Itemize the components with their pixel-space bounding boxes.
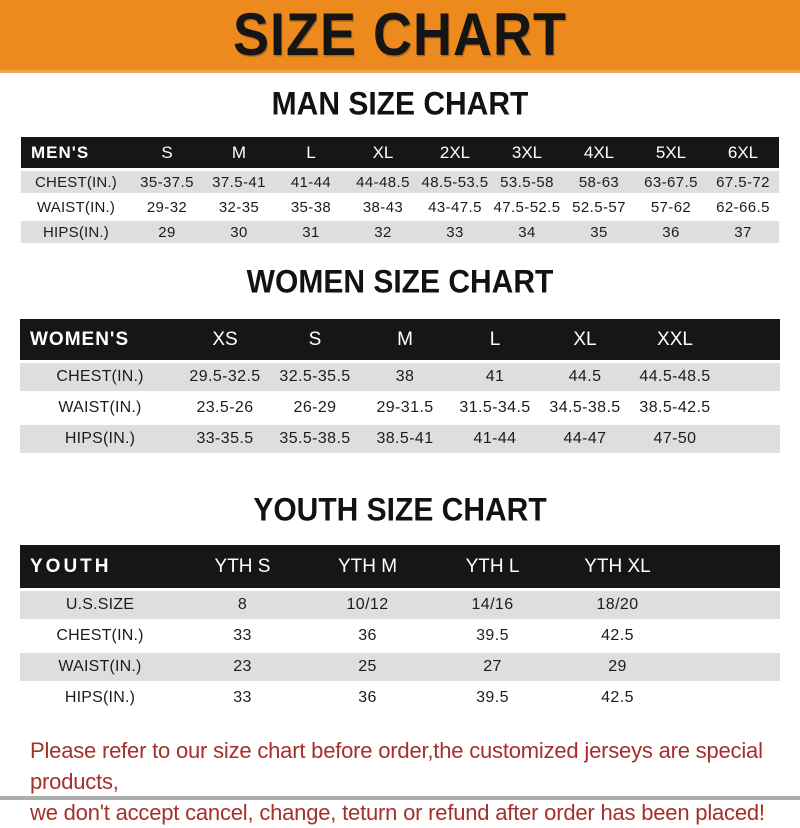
size-value-cell: 38-43	[362, 198, 404, 216]
spacer-cell	[680, 545, 780, 588]
size-section-women	[0, 266, 800, 456]
size-value-cell: 38	[395, 368, 415, 385]
size-value-cell: 57-62	[650, 198, 692, 216]
size-value-cell: 39.5	[476, 689, 509, 706]
table-header-row	[20, 545, 780, 588]
measure-label: HIPS(IN.)	[64, 689, 136, 706]
size-value-cell: 25	[358, 658, 377, 675]
table-group-label: MEN'S	[21, 137, 131, 168]
size-column-header: S	[131, 137, 203, 168]
size-column-header: M	[360, 319, 450, 360]
size-column-header: L	[450, 319, 540, 360]
size-column-header: 2XL	[419, 137, 491, 168]
size-value-cell: 29-32	[146, 198, 188, 216]
size-value-cell: 67.5-72	[716, 173, 770, 191]
section-heading-youth: YOUTH SIZE CHART	[253, 492, 547, 529]
size-table-men	[21, 134, 779, 246]
size-value-cell: 35-38	[290, 198, 332, 216]
size-column-header: YTH S	[180, 545, 305, 588]
section-heading-men: MAN SIZE CHART	[271, 86, 529, 123]
size-value-cell: 8	[237, 596, 248, 613]
size-value-cell: 32.5-35.5	[279, 368, 351, 385]
size-value-cell: 14/16	[471, 596, 514, 613]
bottom-divider	[0, 796, 800, 800]
size-value-cell: 33	[233, 627, 252, 644]
size-column-header: YTH L	[430, 545, 555, 588]
size-value-cell: 34	[518, 223, 536, 241]
measure-label: WAIST(IN.)	[58, 399, 142, 416]
size-value-cell: 36	[662, 223, 680, 241]
spacer-cell	[720, 425, 780, 453]
size-section-men	[0, 88, 800, 246]
measure-row	[21, 171, 779, 193]
size-column-header: YTH XL	[555, 545, 680, 588]
size-column-header: 5XL	[635, 137, 707, 168]
spacer-cell	[680, 591, 780, 619]
measure-label: HIPS(IN.)	[43, 223, 109, 241]
spacer-cell	[720, 319, 780, 360]
measure-label: CHEST(IN.)	[35, 173, 117, 191]
spacer-cell	[680, 653, 780, 681]
size-value-cell: 29.5-32.5	[189, 368, 261, 385]
size-value-cell: 47-50	[653, 430, 697, 447]
size-value-cell: 41-44	[290, 173, 332, 191]
size-value-cell: 62-66.5	[716, 198, 770, 216]
page-title: SIZE CHART	[233, 1, 567, 69]
measure-label: CHEST(IN.)	[56, 627, 144, 644]
size-value-cell: 58-63	[578, 173, 620, 191]
size-value-cell: 38.5-42.5	[639, 399, 711, 416]
size-column-header: XL	[347, 137, 419, 168]
measure-label: HIPS(IN.)	[64, 430, 136, 447]
measure-row	[20, 684, 780, 712]
table-group-label: WOMEN'S	[20, 319, 180, 360]
table-header-row	[20, 319, 780, 360]
size-value-cell: 43-47.5	[428, 198, 482, 216]
size-column-header: XS	[180, 319, 270, 360]
measure-label: U.S.SIZE	[65, 596, 135, 613]
measure-row	[21, 221, 779, 243]
measure-row	[20, 653, 780, 681]
table-group-label: YOUTH	[20, 545, 180, 588]
spacer-cell	[720, 394, 780, 422]
size-column-header: XL	[540, 319, 630, 360]
size-column-header: 4XL	[563, 137, 635, 168]
measure-row	[20, 591, 780, 619]
size-column-header: L	[275, 137, 347, 168]
size-value-cell: 23	[233, 658, 252, 675]
size-value-cell: 47.5-52.5	[493, 198, 561, 216]
measure-row	[20, 622, 780, 650]
size-column-header: 6XL	[707, 137, 779, 168]
size-value-cell: 36	[358, 689, 377, 706]
banner	[0, 0, 800, 73]
measure-row	[20, 425, 780, 453]
spacer-cell	[720, 363, 780, 391]
measure-label: WAIST(IN.)	[36, 198, 116, 216]
spacer-cell	[680, 684, 780, 712]
size-value-cell: 32	[374, 223, 392, 241]
size-column-header: S	[270, 319, 360, 360]
size-value-cell: 33	[446, 223, 464, 241]
size-value-cell: 10/12	[346, 596, 389, 613]
size-section-youth	[0, 494, 800, 715]
size-value-cell: 29	[608, 658, 627, 675]
size-value-cell: 53.5-58	[500, 173, 554, 191]
size-column-header: YTH M	[305, 545, 430, 588]
size-value-cell: 36	[358, 627, 377, 644]
size-value-cell: 27	[483, 658, 502, 675]
measure-row	[20, 394, 780, 422]
footer-note-line1: Please refer to our size chart before order,the customized jerseys are special products,	[30, 738, 763, 794]
measure-row	[20, 363, 780, 391]
size-value-cell: 23.5-26	[196, 399, 254, 416]
size-value-cell: 44.5-48.5	[639, 368, 711, 385]
size-value-cell: 33	[233, 689, 252, 706]
size-value-cell: 35-37.5	[140, 173, 194, 191]
size-value-cell: 44-47	[563, 430, 607, 447]
size-value-cell: 37	[734, 223, 752, 241]
size-value-cell: 31.5-34.5	[459, 399, 531, 416]
size-value-cell: 35.5-38.5	[279, 430, 351, 447]
measure-label: WAIST(IN.)	[58, 658, 142, 675]
size-value-cell: 41-44	[473, 430, 517, 447]
size-value-cell: 42.5	[601, 627, 634, 644]
size-value-cell: 31	[302, 223, 320, 241]
size-column-header: 3XL	[491, 137, 563, 168]
spacer-cell	[680, 622, 780, 650]
size-value-cell: 32-35	[218, 198, 260, 216]
size-value-cell: 48.5-53.5	[421, 173, 489, 191]
size-value-cell: 42.5	[601, 689, 634, 706]
size-value-cell: 34.5-38.5	[549, 399, 621, 416]
size-value-cell: 33-35.5	[196, 430, 254, 447]
size-value-cell: 37.5-41	[212, 173, 266, 191]
size-table-youth	[20, 542, 780, 715]
measure-row	[21, 196, 779, 218]
size-value-cell: 18/20	[596, 596, 639, 613]
size-value-cell: 35	[590, 223, 608, 241]
size-value-cell: 29	[158, 223, 176, 241]
section-heading-women: WOMEN SIZE CHART	[246, 264, 554, 301]
footer-note	[30, 735, 800, 828]
size-column-header: XXL	[630, 319, 720, 360]
table-header-row	[21, 137, 779, 168]
size-value-cell: 38.5-41	[376, 430, 434, 447]
size-value-cell: 39.5	[476, 627, 509, 644]
size-value-cell: 44.5	[568, 368, 602, 385]
size-value-cell: 63-67.5	[644, 173, 698, 191]
size-value-cell: 26-29	[293, 399, 337, 416]
size-value-cell: 29-31.5	[376, 399, 434, 416]
size-value-cell: 44-48.5	[356, 173, 410, 191]
size-column-header: M	[203, 137, 275, 168]
size-value-cell: 41	[485, 368, 505, 385]
size-value-cell: 30	[230, 223, 248, 241]
footer-note-line2: we don't accept cancel, change, teturn or refund after order has been placed!	[30, 800, 765, 825]
size-table-women	[20, 316, 780, 456]
size-value-cell: 52.5-57	[572, 198, 626, 216]
measure-label: CHEST(IN.)	[56, 368, 144, 385]
